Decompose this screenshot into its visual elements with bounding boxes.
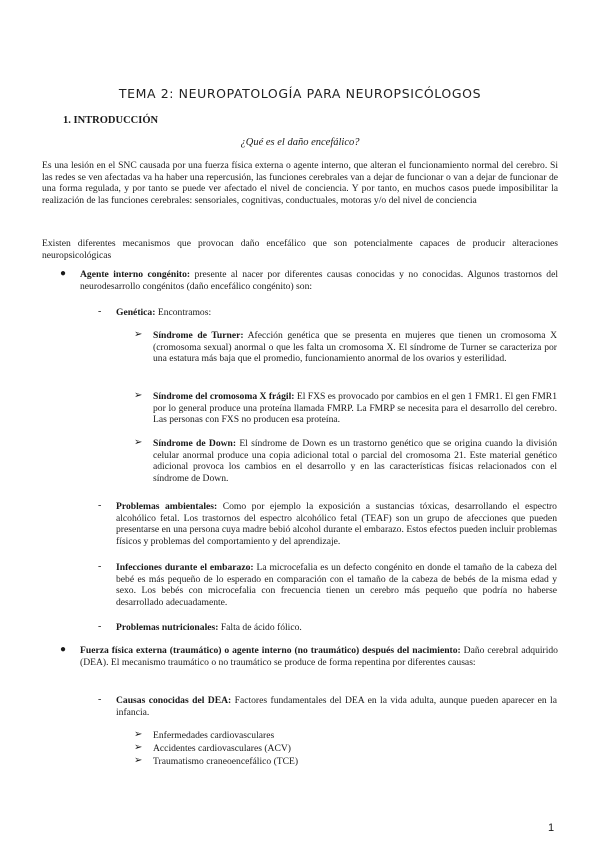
item-ambientales-label: Problemas ambientales: bbox=[116, 501, 218, 512]
bullet-congenito-label: Agente interno congénito: bbox=[80, 269, 191, 280]
arrow-bullet-icon: ➢ bbox=[134, 437, 143, 448]
list-item: Traumatismo craneoencefálico (TCE) bbox=[153, 756, 299, 767]
item-down bbox=[153, 438, 557, 484]
intro-paragraph-1: Es una lesión en el SNC causada por una fuerza física externa o agente interno, que alteran el funcionamiento normal del cerebro. Si las redes se ven afectadas va ha haber una repercusión, las funciones cerebrales van a dejar de funcionar o van a dejar de funcionar de una forma regulada, y por tanto se puede ver afectado el nivel de conciencia. Y por tanto, en muchos casos puede imposibilitar la realización de las funciones cerebrales: sensoriales, cognitivas, conductuales, motoras y/o del nivel de conciencia bbox=[42, 160, 558, 206]
bullet-congenito-text: presente al nacer por diferentes causas conocidas y no conocidas. Algunos trastornos del neurodesarrollo congénitos (daño encefálico congénito) son: bbox=[80, 269, 558, 292]
section-subtitle: ¿Qué es el daño encefálico? bbox=[240, 137, 360, 148]
item-nutricionales-text: Falta de ácido fólico. bbox=[218, 622, 302, 633]
item-x-fragil-text: El FXS es provocado por cambios en el gen 1 FMR1. El gen FMR1 por lo general produce una proteína llamada FMRP. La FMRP se necesita para el desarrollo del cerebro. Las personas con FXS no producen esa proteína. bbox=[153, 391, 557, 426]
bullet-dot-icon: ● bbox=[60, 268, 67, 279]
dash-icon: - bbox=[98, 561, 102, 572]
item-ambientales bbox=[116, 501, 557, 547]
bullet-congenito bbox=[80, 269, 558, 292]
item-nutricionales bbox=[116, 622, 557, 634]
dash-icon: - bbox=[98, 694, 102, 705]
item-embarazo-label: Infecciones durante el embarazo: bbox=[116, 562, 254, 573]
item-genetica bbox=[116, 307, 556, 319]
item-causas-label: Causas conocidas del DEA: bbox=[116, 695, 232, 706]
item-turner bbox=[153, 330, 557, 365]
arrow-bullet-icon: ➢ bbox=[134, 729, 143, 740]
arrow-bullet-icon: ➢ bbox=[134, 755, 143, 766]
document-title: TEMA 2: NEUROPATOLOGÍA PARA NEUROPSICÓLOGOS bbox=[118, 86, 482, 101]
item-turner-label: Síndrome de Turner: bbox=[153, 330, 244, 341]
dash-icon: - bbox=[98, 621, 102, 632]
bullet-traumatico bbox=[80, 645, 558, 668]
item-nutricionales-label: Problemas nutricionales: bbox=[116, 622, 219, 633]
list-item: Accidentes cardiovasculares (ACV) bbox=[153, 743, 291, 754]
item-turner-text: Afección genética que se presenta en mujeres que tienen un cromosoma X (cromosoma sexual) anormal o que les falta un cromosoma X. El síndrome de Turner se caracteriza por una estatura más baja que el promedio, funcionamiento anormal de los ovarios y esterilidad. bbox=[153, 330, 557, 365]
arrow-bullet-icon: ➢ bbox=[134, 390, 143, 401]
item-embarazo bbox=[116, 562, 557, 608]
bullet-traumatico-text: Daño cerebral adquirido (DEA). El mecanismo traumático o no traumático se produce de forma repentina por diferentes causas: bbox=[80, 645, 558, 668]
item-down-text: El síndrome de Down es un trastorno genético que se origina cuando la división celular anormal produce una copia adicional total o parcial del cromosoma 21. Este material genético adicional provoca los cambios en el desarrollo y en las características físicas relacionados con el síndrome de Down. bbox=[153, 438, 557, 484]
item-x-fragil-label: Síndrome del cromosoma X frágil: bbox=[153, 391, 295, 402]
item-down-label: Síndrome de Down: bbox=[153, 438, 237, 449]
bullet-dot-icon: ● bbox=[60, 644, 67, 655]
item-ambientales-text: Como por ejemplo la exposición a sustancias tóxicas, desarrollando el espectro alcohólico fetal. Los trastornos del espectro alcohólico fetal (TEAF) son un grupo de afecciones que pueden presentarse en una persona cuya madre bebió alcohol durante el embarazo. Estos efectos pueden incluir problemas físicos y problemas del comportamiento y del aprendizaje. bbox=[116, 501, 557, 547]
arrow-bullet-icon: ➢ bbox=[134, 742, 143, 753]
section-heading: 1. INTRODUCCIÓN bbox=[63, 115, 159, 126]
page-number: 1 bbox=[548, 822, 555, 834]
item-x-fragil bbox=[153, 391, 557, 426]
arrow-bullet-icon: ➢ bbox=[134, 329, 143, 340]
list-item: Enfermedades cardiovasculares bbox=[153, 730, 275, 741]
bullet-traumatico-label: Fuerza física externa (traumático) o agente interno (no traumático) después del nacimiento: bbox=[80, 645, 461, 656]
item-embarazo-text: La microcefalia es un defecto congénito en donde el tamaño de la cabeza del bebé es más pequeño de lo esperado en comparación con el tamaño de la cabeza de bebés de la misma edad y sexo. Los bebés con microcefalia con frecuencia tienen un cerebro más pequeño que podría no haberse desarrollado adecuadamente. bbox=[116, 562, 557, 608]
intro-paragraph-2: Existen diferentes mecanismos que provocan daño encefálico que son potencialmente capaces de producir alteraciones neuropsicológicas bbox=[42, 238, 558, 261]
item-genetica-text: Encontramos: bbox=[155, 307, 212, 318]
dash-icon: - bbox=[98, 306, 102, 317]
item-causas-text: Factores fundamentales del DEA en la vida adulta, aunque pueden aparecer en la infancia. bbox=[116, 695, 557, 718]
dash-icon: - bbox=[98, 500, 102, 511]
item-causas bbox=[116, 695, 557, 718]
item-genetica-label: Genética: bbox=[116, 307, 156, 318]
